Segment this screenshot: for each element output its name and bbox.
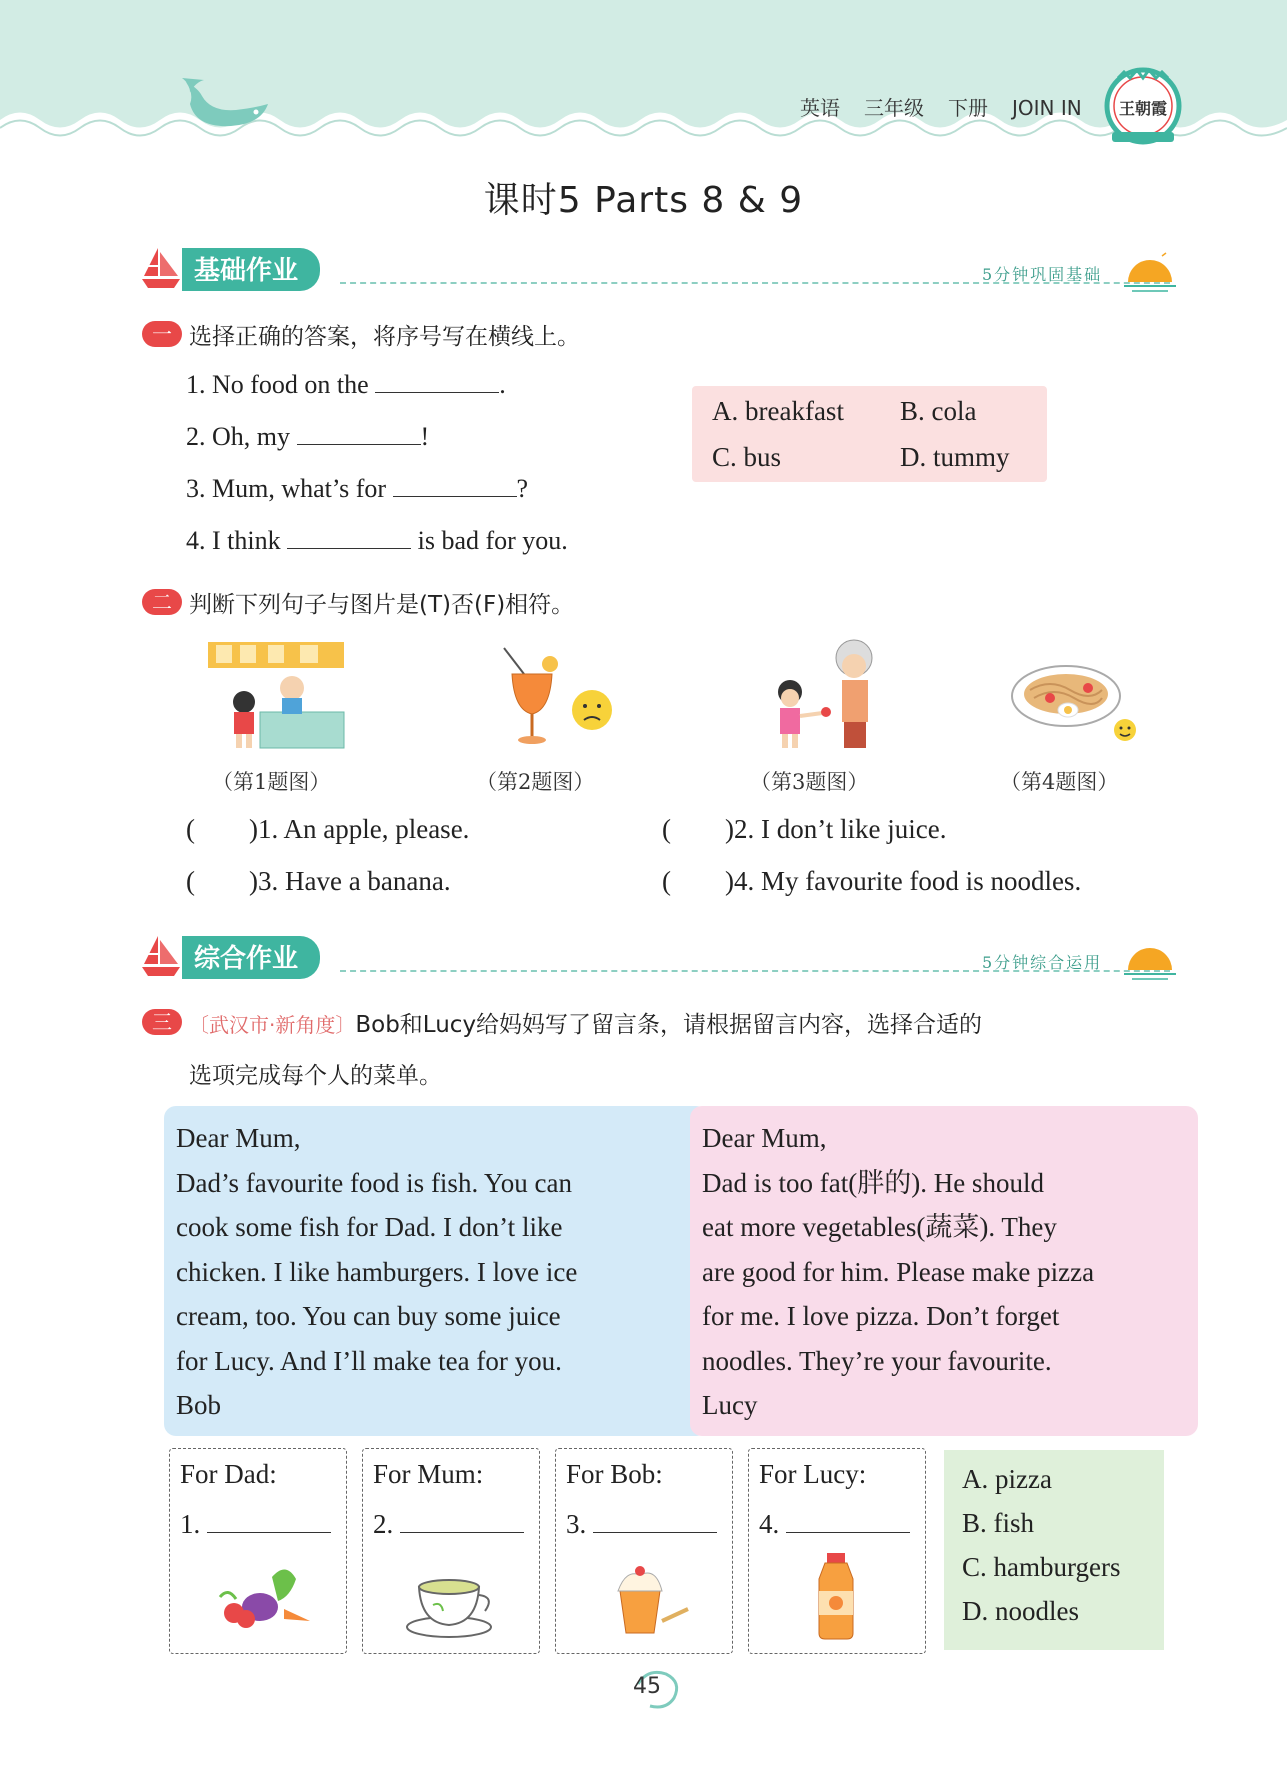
q1-item-1-end: .: [499, 370, 506, 399]
section-basic-note: 5分钟巩固基础: [982, 265, 1103, 284]
sailboat-icon: [140, 934, 182, 978]
menu-number: 4.: [759, 1509, 780, 1539]
q3-instruction: [189, 1006, 982, 1039]
q2-caption-2: （第2题图）: [476, 770, 595, 794]
q1-item-2-end: !: [420, 422, 430, 451]
answer-blank[interactable]: [393, 474, 517, 497]
letter-line: eat more vegetables(蔬菜). They: [702, 1212, 1057, 1242]
answer-paren[interactable]: ( ): [186, 814, 258, 844]
grade: 三年级: [864, 96, 924, 120]
answer-blank[interactable]: [287, 526, 411, 549]
answer-paren[interactable]: ( ): [186, 866, 258, 896]
q2-item-4: [662, 866, 1081, 897]
textbook: JOIN IN: [1012, 96, 1082, 120]
header-info: [800, 92, 1082, 121]
teacup-icon: [393, 1557, 509, 1641]
q2-item-3: [186, 866, 451, 897]
q1-option-d: D. tummy: [900, 442, 1010, 472]
q1-item-4: [186, 526, 568, 556]
q1-instruction: 选择正确的答案，将序号写在横线上。: [189, 324, 580, 350]
menu-answer: [759, 1509, 910, 1540]
section-basic-label: 基础作业: [182, 248, 320, 291]
q2-item-2-text: 2. I don’t like juice.: [733, 814, 947, 844]
vegetables-icon: [200, 1557, 316, 1641]
letter-line: Dad’s favourite food is fish. You can: [176, 1167, 572, 1198]
menu-answer: [566, 1509, 717, 1540]
q3-source: 〔武汉市·新角度〕: [189, 1013, 356, 1037]
sailboat-icon: [140, 246, 182, 290]
q1-item-4-end: is bad for you.: [411, 526, 568, 555]
answer-blank[interactable]: [297, 422, 421, 445]
menu-answer: [180, 1509, 331, 1540]
q2-caption-4: （第4题图）: [1000, 770, 1119, 794]
answer-blank[interactable]: [786, 1510, 910, 1533]
q1-item-4-text: 4. I think: [186, 526, 288, 555]
menu-title: For Dad:: [180, 1459, 277, 1489]
juice-glass-illustration: [482, 640, 622, 750]
q2-instruction: 判断下列句子与图片是(T)否(F)相符。: [189, 592, 575, 618]
q3-instruction-line1: Bob和Lucy给妈妈写了留言条，请根据留言内容，选择合适的: [355, 1012, 983, 1038]
logo-text: 王朝霞: [1118, 99, 1167, 118]
letter-line: cook some fish for Dad. I don’t like: [176, 1212, 563, 1242]
q1-item-1-text: 1. No food on the: [186, 370, 376, 399]
q1-option-c: C. bus: [712, 442, 782, 472]
q2-item-4-text: 4. My favourite food is noodles.: [733, 866, 1082, 896]
q2-item-1-text: 1. An apple, please.: [257, 814, 470, 844]
letter-line: are good for him. Please make pizza: [702, 1256, 1095, 1287]
section-comprehensive-label: 综合作业: [182, 936, 320, 979]
menu-title: For Mum:: [373, 1459, 484, 1489]
ice-cream-shop-illustration: [206, 640, 346, 750]
menu-number: 1.: [180, 1509, 201, 1539]
q1-option-a: A. breakfast: [712, 396, 844, 426]
girl-and-grandma-illustration: [760, 636, 900, 750]
q1-item-2-text: 2. Oh, my: [186, 422, 297, 451]
q1-option-b: B. cola: [900, 396, 977, 426]
menu-box-mum: [362, 1448, 540, 1654]
q1-badge: 一: [142, 321, 182, 347]
letter-line: Dear Mum,: [176, 1123, 301, 1153]
q3-instruction-line2: 选项完成每个人的菜单。: [189, 1063, 442, 1089]
q1-options-box: [692, 386, 1047, 482]
q2-item-1: [186, 814, 469, 845]
page-number: 45: [633, 1674, 661, 1699]
letter-line: Dear Mum,: [702, 1123, 827, 1153]
sunset-icon: [1122, 252, 1178, 296]
answer-blank[interactable]: [593, 1510, 717, 1533]
menu-box-dad: [169, 1448, 347, 1654]
q2-caption-3: （第3题图）: [750, 770, 869, 794]
answer-blank[interactable]: [207, 1510, 331, 1533]
letter-signature: Lucy: [702, 1390, 758, 1420]
letter-bob: [164, 1106, 708, 1436]
letter-line: Dad is too fat(胖的). He should: [702, 1167, 1044, 1198]
letter-lucy: [690, 1106, 1198, 1436]
whale-icon: [176, 74, 276, 134]
q3-option-a: A. pizza: [962, 1464, 1052, 1494]
subject: 英语: [800, 96, 840, 120]
q1-item-3-end: ?: [516, 474, 529, 503]
letter-line: cream, too. You can buy some juice: [176, 1301, 561, 1331]
q1-item-1: [186, 370, 506, 400]
ice-cream-cup-icon: [586, 1557, 702, 1641]
q3-option-b: B. fish: [962, 1508, 1035, 1538]
answer-paren[interactable]: ( ): [662, 866, 734, 896]
answer-blank[interactable]: [400, 1510, 524, 1533]
menu-number: 2.: [373, 1509, 394, 1539]
page-title: 课时5 Parts 8 & 9: [483, 180, 804, 221]
q1-item-3: [186, 474, 528, 504]
menu-box-bob: [555, 1448, 733, 1654]
q2-badge: 二: [142, 589, 182, 615]
menu-title: For Bob:: [566, 1459, 663, 1489]
menu-title: For Lucy:: [759, 1459, 867, 1489]
q3-option-d: D. noodles: [962, 1596, 1079, 1626]
q3-answer-options: [944, 1450, 1164, 1650]
letter-line: noodles. They’re your favourite.: [702, 1345, 1052, 1376]
q3-option-c: C. hamburgers: [962, 1552, 1121, 1582]
volume: 下册: [948, 96, 988, 120]
q3-badge: 三: [142, 1009, 182, 1035]
menu-answer: [373, 1509, 524, 1540]
letter-line: for Lucy. And I’ll make tea for you.: [176, 1345, 562, 1376]
juice-bottle-icon: [779, 1545, 895, 1641]
brand-logo: [1104, 62, 1182, 146]
menu-box-lucy: [748, 1448, 926, 1654]
letter-line: chicken. I like hamburgers. I love ice: [176, 1256, 578, 1287]
sunset-icon: [1122, 940, 1178, 984]
noodles-bowl-illustration: [1010, 660, 1146, 750]
q1-item-2: [186, 422, 429, 452]
q2-item-2: [662, 814, 946, 845]
letter-signature: Bob: [176, 1390, 222, 1420]
q2-item-3-text: 3. Have a banana.: [257, 866, 451, 896]
answer-blank[interactable]: [375, 370, 499, 393]
letter-line: for me. I love pizza. Don’t forget: [702, 1301, 1060, 1331]
answer-paren[interactable]: ( ): [662, 814, 734, 844]
menu-number: 3.: [566, 1509, 587, 1539]
q2-caption-1: （第1题图）: [212, 770, 331, 794]
section-comprehensive-note: 5分钟综合运用: [982, 953, 1103, 972]
q1-item-3-text: 3. Mum, what’s for: [186, 474, 393, 503]
